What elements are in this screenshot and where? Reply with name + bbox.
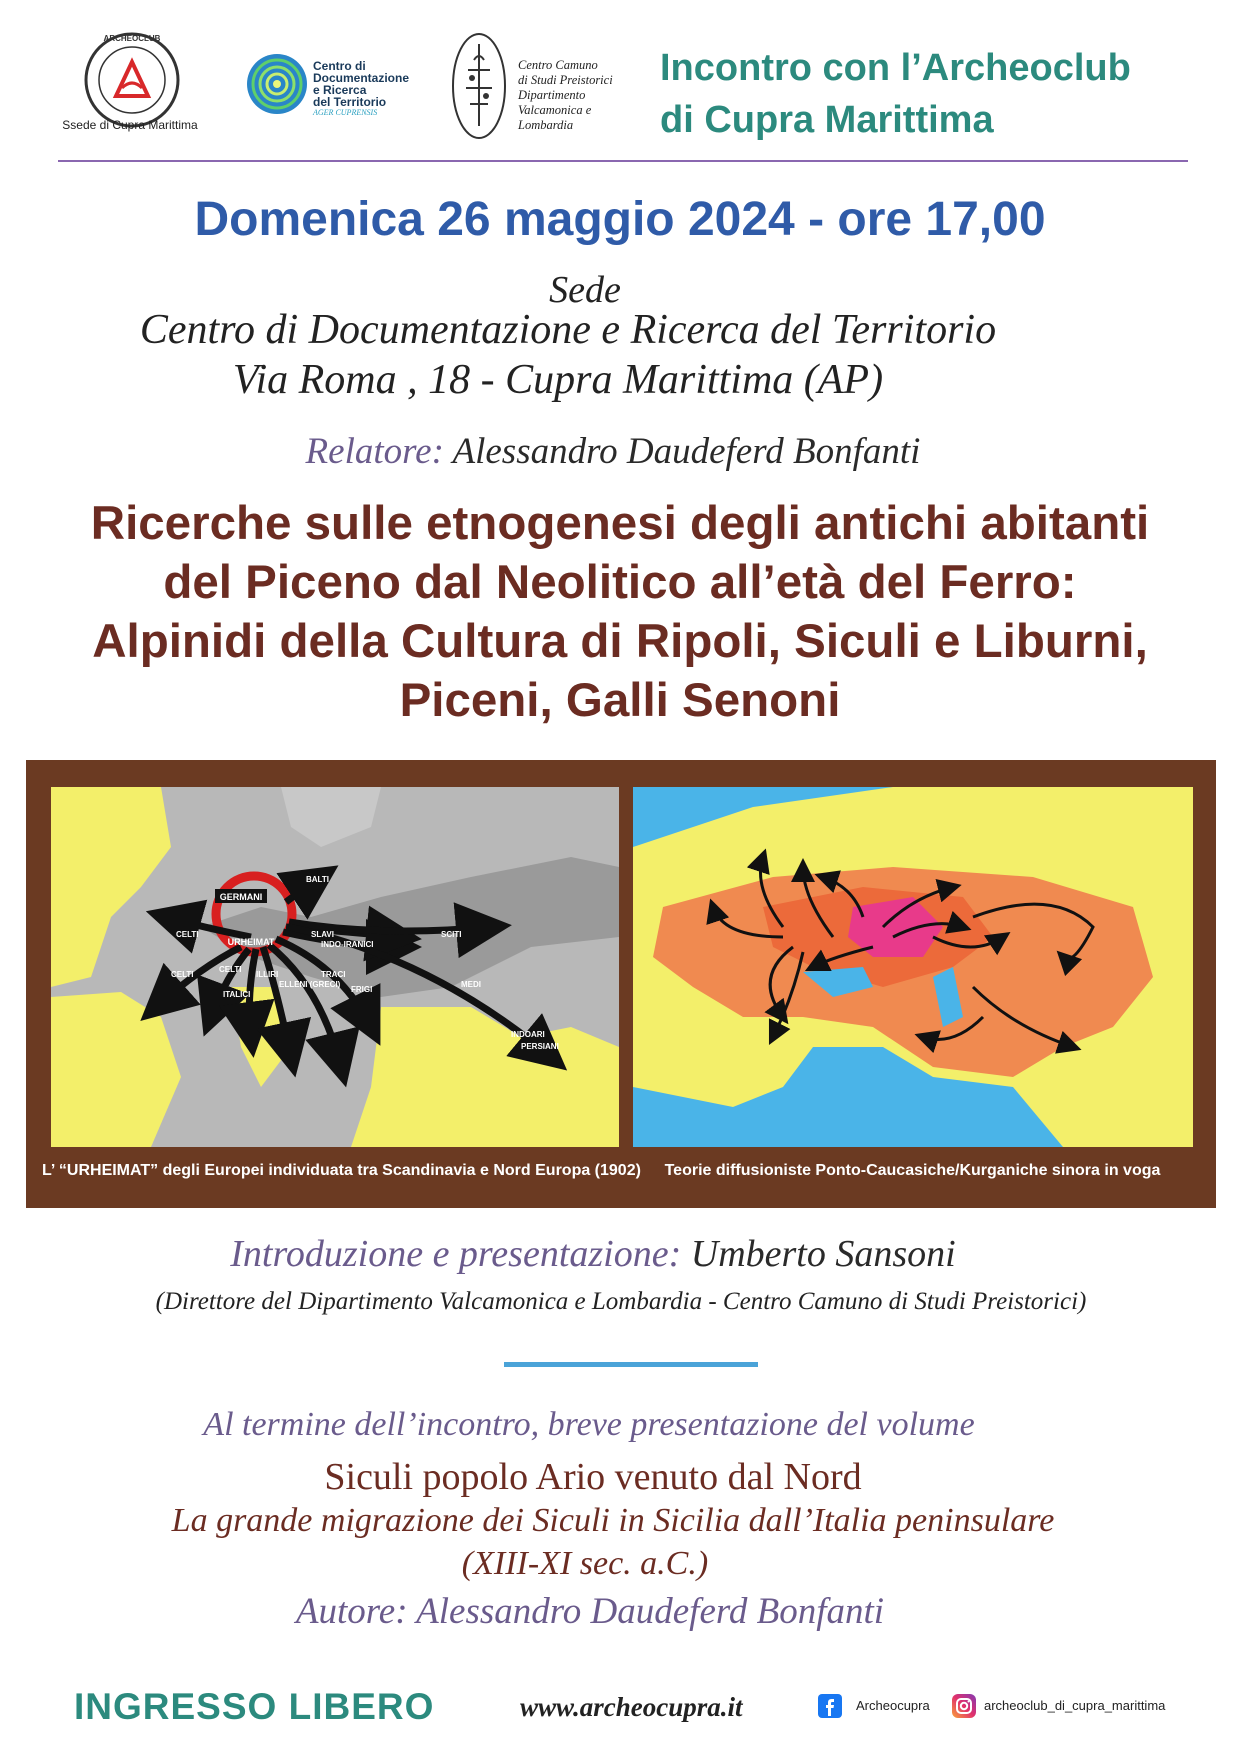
label-italici: ITALICI [223, 990, 251, 999]
centro-line-2: Documentazione [313, 71, 410, 85]
sede-label: Sede [549, 269, 621, 311]
label-frigi: FRIGI [351, 985, 373, 994]
book-intro: Al termine dell’incontro, breve presentazione del volume [203, 1406, 975, 1443]
label-traci: TRACI [321, 970, 346, 979]
facebook-handle[interactable]: Archeocupra [856, 1698, 930, 1713]
label-germani: GERMANI [219, 892, 263, 902]
book-author [0, 1590, 1180, 1633]
book-period: (XIII-XI sec. a.C.) [461, 1545, 709, 1582]
intro-role: (Direttore del Dipartimento Valcamonica e Lombardia - Centro Camuno di Studi Preistorici) [155, 1288, 1087, 1315]
centro-camuno-text [518, 58, 648, 133]
ingresso-libero: INGRESSO LIBERO [74, 1686, 435, 1727]
centro-documentazione-logo [245, 52, 309, 116]
label-balti: BALTI [306, 875, 329, 884]
label-persiani: PERSIANI [521, 1042, 559, 1051]
relatore-name: Alessandro Daudeferd Bonfanti [452, 431, 921, 472]
label-medi: MEDI [461, 980, 481, 989]
archeoclub-logo [82, 30, 182, 130]
map-left-caption: L’ “URHEIMAT” degli Europei individuata tra Scandinavia e Nord Europa (1902) [42, 1162, 641, 1179]
label-urheimat: URHEIMAT [227, 937, 275, 947]
facebook-icon[interactable] [818, 1694, 842, 1718]
header-title-line-2: di Cupra Marittima [660, 99, 994, 141]
label-celti-2: CELTI [171, 970, 194, 979]
camuno-line-3: Dipartimento [518, 88, 586, 102]
header-title [660, 42, 1220, 146]
camuno-line-4: Valcamonica e [518, 103, 592, 117]
talk-title [40, 494, 1200, 730]
centro-camuno-logo [450, 30, 508, 142]
talk-title-line-2: del Piceno dal Neolitico all’età del Ferro: [163, 556, 1077, 609]
centro-line-4: del Territorio [313, 95, 387, 109]
relatore [0, 430, 1226, 473]
centro-line-3: e Ricerca [313, 83, 367, 97]
label-illiri: ILLIRI [256, 970, 279, 979]
talk-title-line-1: Ricerche sulle etnogenesi degli antichi abitanti [90, 497, 1150, 550]
urheimat-map [51, 787, 619, 1147]
label-celti-3: CELTI [219, 965, 242, 974]
venue-name: Centro di Documentazione e Ricerca del Territorio [139, 307, 997, 353]
centro-logo-text [313, 60, 423, 108]
relatore-label: Relatore: [305, 431, 444, 472]
talk-title-line-4: Piceni, Galli Senoni [399, 674, 841, 727]
website-link[interactable]: www.archeocupra.it [520, 1692, 743, 1722]
event-date: Domenica 26 maggio 2024 - ore 17,00 [194, 193, 1046, 246]
map-right-caption: Teorie diffusioniste Ponto-Caucasiche/Kurganiche sinora in voga [664, 1162, 1161, 1179]
archeoclub-caption: Ssede di Cupra Marittima [62, 118, 198, 132]
label-sciti: SCITI [441, 930, 462, 939]
instagram-handle[interactable]: archeoclub_di_cupra_marittima [984, 1698, 1166, 1713]
intro-label: Introduzione e presentazione: [230, 1233, 682, 1275]
header-divider [58, 160, 1188, 162]
camuno-line-2: di Studi Preistorici [518, 73, 613, 87]
label-slavi: SLAVI [311, 930, 334, 939]
author-name: Alessandro Daudeferd Bonfanti [416, 1591, 885, 1632]
book-subtitle: La grande migrazione dei Siculi in Sicilia dall’Italia peninsulare [171, 1502, 1055, 1539]
centro-logo-sub: AGER CUPRENSIS [313, 108, 378, 117]
centro-line-1: Centro di [313, 59, 366, 73]
header-title-line-1: Incontro con l’Archeoclub [660, 47, 1131, 89]
instagram-icon[interactable] [952, 1694, 976, 1718]
kurgan-map [633, 787, 1193, 1147]
camuno-line-5: Lombardia [518, 118, 574, 132]
book-title: Siculi popolo Ario venuto dal Nord [324, 1456, 862, 1498]
label-indoari: INDOARI [511, 1030, 545, 1039]
camuno-line-1: Centro Camuno [518, 58, 598, 72]
label-celti-1: CELTI [176, 930, 199, 939]
label-indo-iranici: INDO-IRANICI [321, 940, 374, 949]
talk-title-line-3: Alpinidi della Cultura di Ripoli, Siculi e Liburni, [92, 615, 1148, 668]
venue-address: Via Roma , 18 - Cupra Marittima (AP) [232, 357, 884, 403]
label-elleni: ELLENI (GRECI) [279, 980, 341, 989]
intro-name: Umberto Sansoni [690, 1233, 956, 1275]
introduction [0, 1232, 1186, 1276]
svg-text:ARCHEOCLUB: ARCHEOCLUB [103, 34, 161, 43]
author-label: Autore: [295, 1591, 408, 1632]
section-divider [504, 1362, 758, 1367]
